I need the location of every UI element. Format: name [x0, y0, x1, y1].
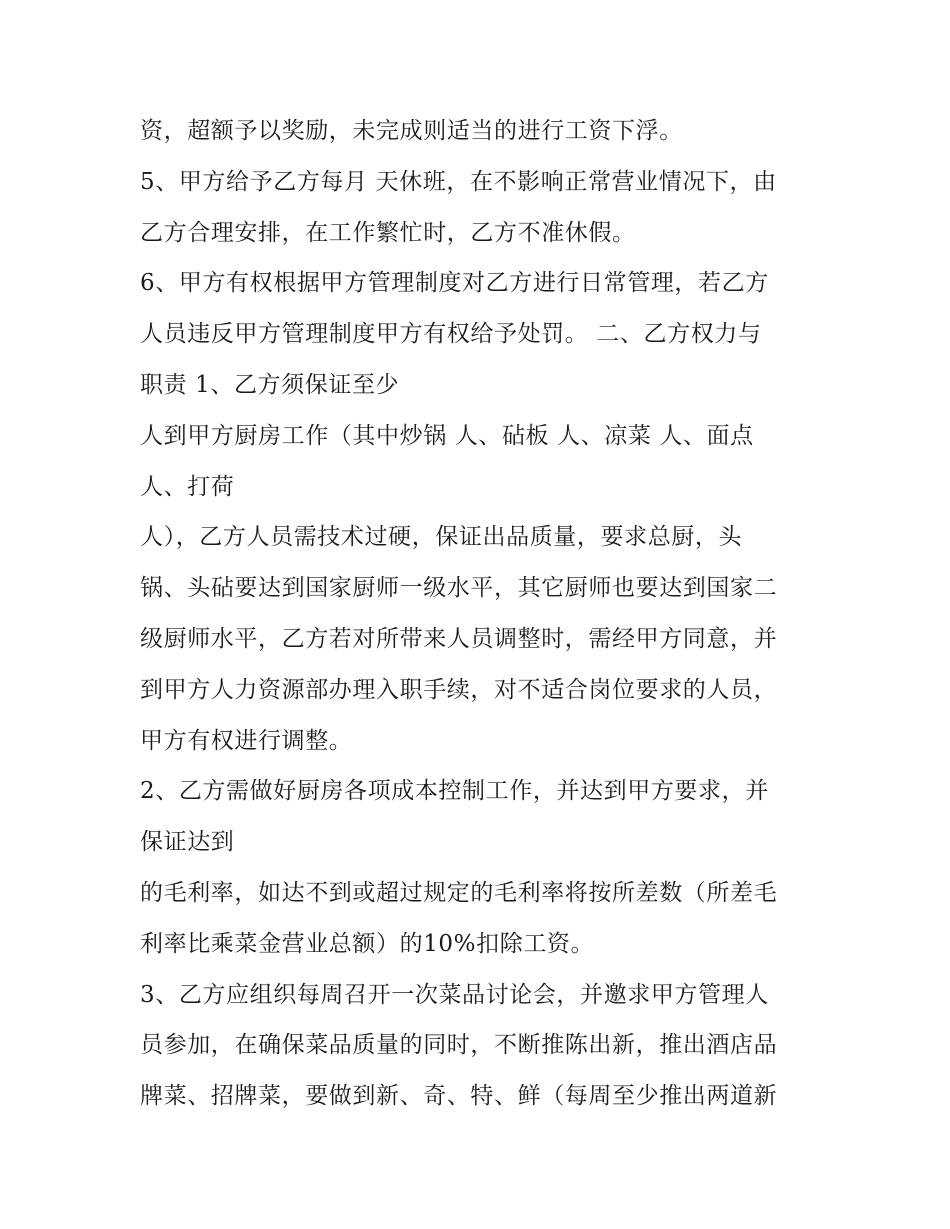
text-line: 乙方合理安排，在工作繁忙时，乙方不准休假。 — [140, 219, 636, 246]
text-line: 甲方有权进行调整。 — [140, 727, 353, 754]
text-line: 3、乙方应组织每周召开一次菜品讨论会，并邀求甲方管理人 — [140, 981, 769, 1008]
text-line: 人），乙方人员需技术过硬，保证出品质量，要求总厨，头 — [140, 524, 743, 551]
text-line: 6、甲方有权根据甲方管理制度对乙方进行日常管理，若乙方 — [140, 270, 769, 297]
text-line: 2、乙方需做好厨房各项成本控制工作，并达到甲方要求，并 — [140, 778, 769, 805]
text-line: 人、打荷 — [140, 473, 235, 500]
document-body — [140, 106, 820, 1122]
text-line: 保证达到 — [140, 829, 235, 856]
text-line: 到甲方人力资源部办理入职手续，对不适合岗位要求的人员， — [140, 676, 778, 703]
text-line: 资，超额予以奖励，未完成则适当的进行工资下浮。 — [140, 118, 683, 144]
text-line: 人员违反甲方管理制度甲方有权给予处罚。 二、乙方权力与 — [140, 321, 762, 348]
text-line: 的毛利率，如达不到或超过规定的毛利率将按所差数（所差毛 — [140, 879, 778, 906]
text-line: 锅、头砧要达到国家厨师一级水平，其它厨师也要达到国家二 — [140, 575, 778, 602]
text-line: 牌菜、招牌菜，要做到新、奇、特、鲜（每周至少推出两道新 — [140, 1083, 778, 1110]
text-line: 5、甲方给予乙方每月 天休班，在不影响正常营业情况下，由 — [140, 168, 777, 195]
text-line: 利率比乘菜金营业总额）的10%扣除工资。 — [140, 930, 595, 957]
text-line: 人到甲方厨房工作（其中炒锅 人、砧板 人、凉菜 人、面点 — [140, 422, 754, 449]
text-line: 员参加，在确保菜品质量的同时，不断推陈出新，推出酒店品 — [140, 1032, 778, 1059]
text-line: 级厨师水平，乙方若对所带来人员调整时，需经甲方同意，并 — [140, 625, 778, 652]
text-line: 职责 1、乙方须保证至少 — [140, 371, 400, 398]
